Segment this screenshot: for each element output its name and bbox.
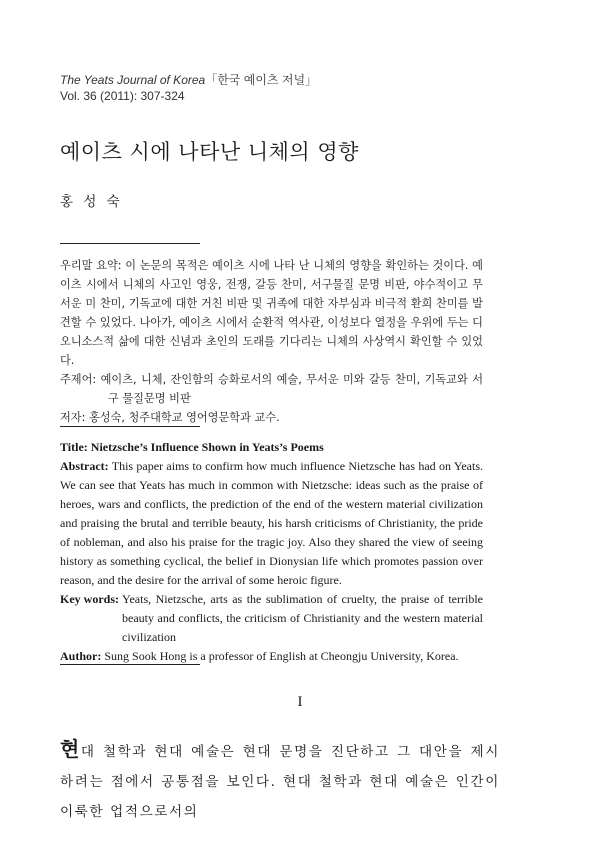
english-keywords-label: Key words: — [60, 592, 122, 606]
korean-author-text: 홍성숙, 청주대학교 영어영문학과 교수. — [85, 411, 280, 424]
drop-cap: 현 — [60, 737, 81, 761]
middle-divider — [60, 426, 200, 427]
korean-abstract-paragraph — [60, 256, 483, 370]
korean-author-label: 저자: — [60, 411, 86, 424]
english-abstract-paragraph — [60, 457, 483, 590]
bottom-divider — [60, 664, 200, 665]
top-divider — [60, 243, 200, 244]
volume-info: Vol. 36 (2011): 307-324 — [60, 89, 185, 103]
korean-abstract — [60, 256, 483, 427]
english-abstract-label: Abstract: — [60, 459, 109, 473]
english-author-label: Author: — [60, 649, 102, 663]
korean-keywords-text: 예이츠, 니체, 잔인함의 승화로서의 예술, 무서운 미와 갈등 찬미, 기독교와 서구 물질문명 비판 — [96, 373, 483, 405]
journal-name-korean: 「한국 예이츠 저널」 — [205, 73, 318, 87]
english-author-text: Sung Sook Hong is a professor of English at Cheongju University, Korea. — [101, 649, 459, 663]
english-abstract — [60, 438, 483, 666]
paper-title: 예이츠 시에 나타난 니체의 영향 — [60, 140, 359, 164]
korean-keywords-label: 주제어: — [60, 373, 97, 386]
korean-keywords — [60, 370, 483, 408]
section-heading: I — [297, 694, 303, 710]
body-text: 대 철학과 현대 예술은 현대 문명을 진단하고 그 대안을 제시하려는 점에서 공통점을 보인다. 현대 철학과 현대 예술은 인간이 이룩한 업적으로서의 — [60, 744, 500, 820]
english-title-text: Nietzsche’s Influence Shown in Yeats’s Poems — [87, 440, 324, 454]
korean-abstract-label: 우리말 요약: — [60, 259, 122, 272]
english-abstract-text: This paper aims to confirm how much influence Nietzsche has had on Yeats. We can see that Yeats has much in common with Nietzsche: ideas such as the praise of heroes, wars and conflicts, the prediction of the end of the western material civilization and praising the brutal and terrible beauty, his harsh criticisms of Christianity, the pride of nobleman, and also his praise for the tragic joy. Also they shared the view of seeing history as something cyclical, the belief in Dionysian life which promotes passion over reason, and the desire for the arrival of some heroic figure. — [60, 459, 483, 587]
english-title — [60, 438, 483, 457]
english-keywords-text: Yeats, Nietzsche, arts as the sublimation of cruelty, the praise of terrible beauty and conflicts, the criticism of Christianity and the western material civilization — [122, 592, 483, 644]
english-keywords — [60, 590, 483, 647]
journal-header — [60, 72, 317, 104]
author-name: 홍 성 숙 — [60, 194, 123, 210]
english-title-label: Title: — [60, 440, 88, 454]
journal-name: The Yeats Journal of Korea — [60, 73, 206, 87]
korean-author — [60, 408, 483, 427]
korean-abstract-text: 이 논문의 목적은 예이츠 시에 나타 난 니체의 영향을 확인하는 것이다. 예이츠 시에서 니체의 사고인 영웅, 전쟁, 갈등 찬미, 서구물질 문명 비판, 야수적이고 무서운 미 찬미, 기독교에 대한 거친 비판 및 귀족에 대한 자부심과 비극적 환희 찬미를 발견할 수 있었다. 나아가, 예이츠 시에서 순환적 역사관, 이성보다 열정을 우위에 두는 디오니소스적 삶에 대한 신념과 초인의 도래를 기다리는 니체의 사상역시 확인할 수 있었다. — [60, 259, 483, 367]
body-paragraph — [60, 734, 500, 827]
